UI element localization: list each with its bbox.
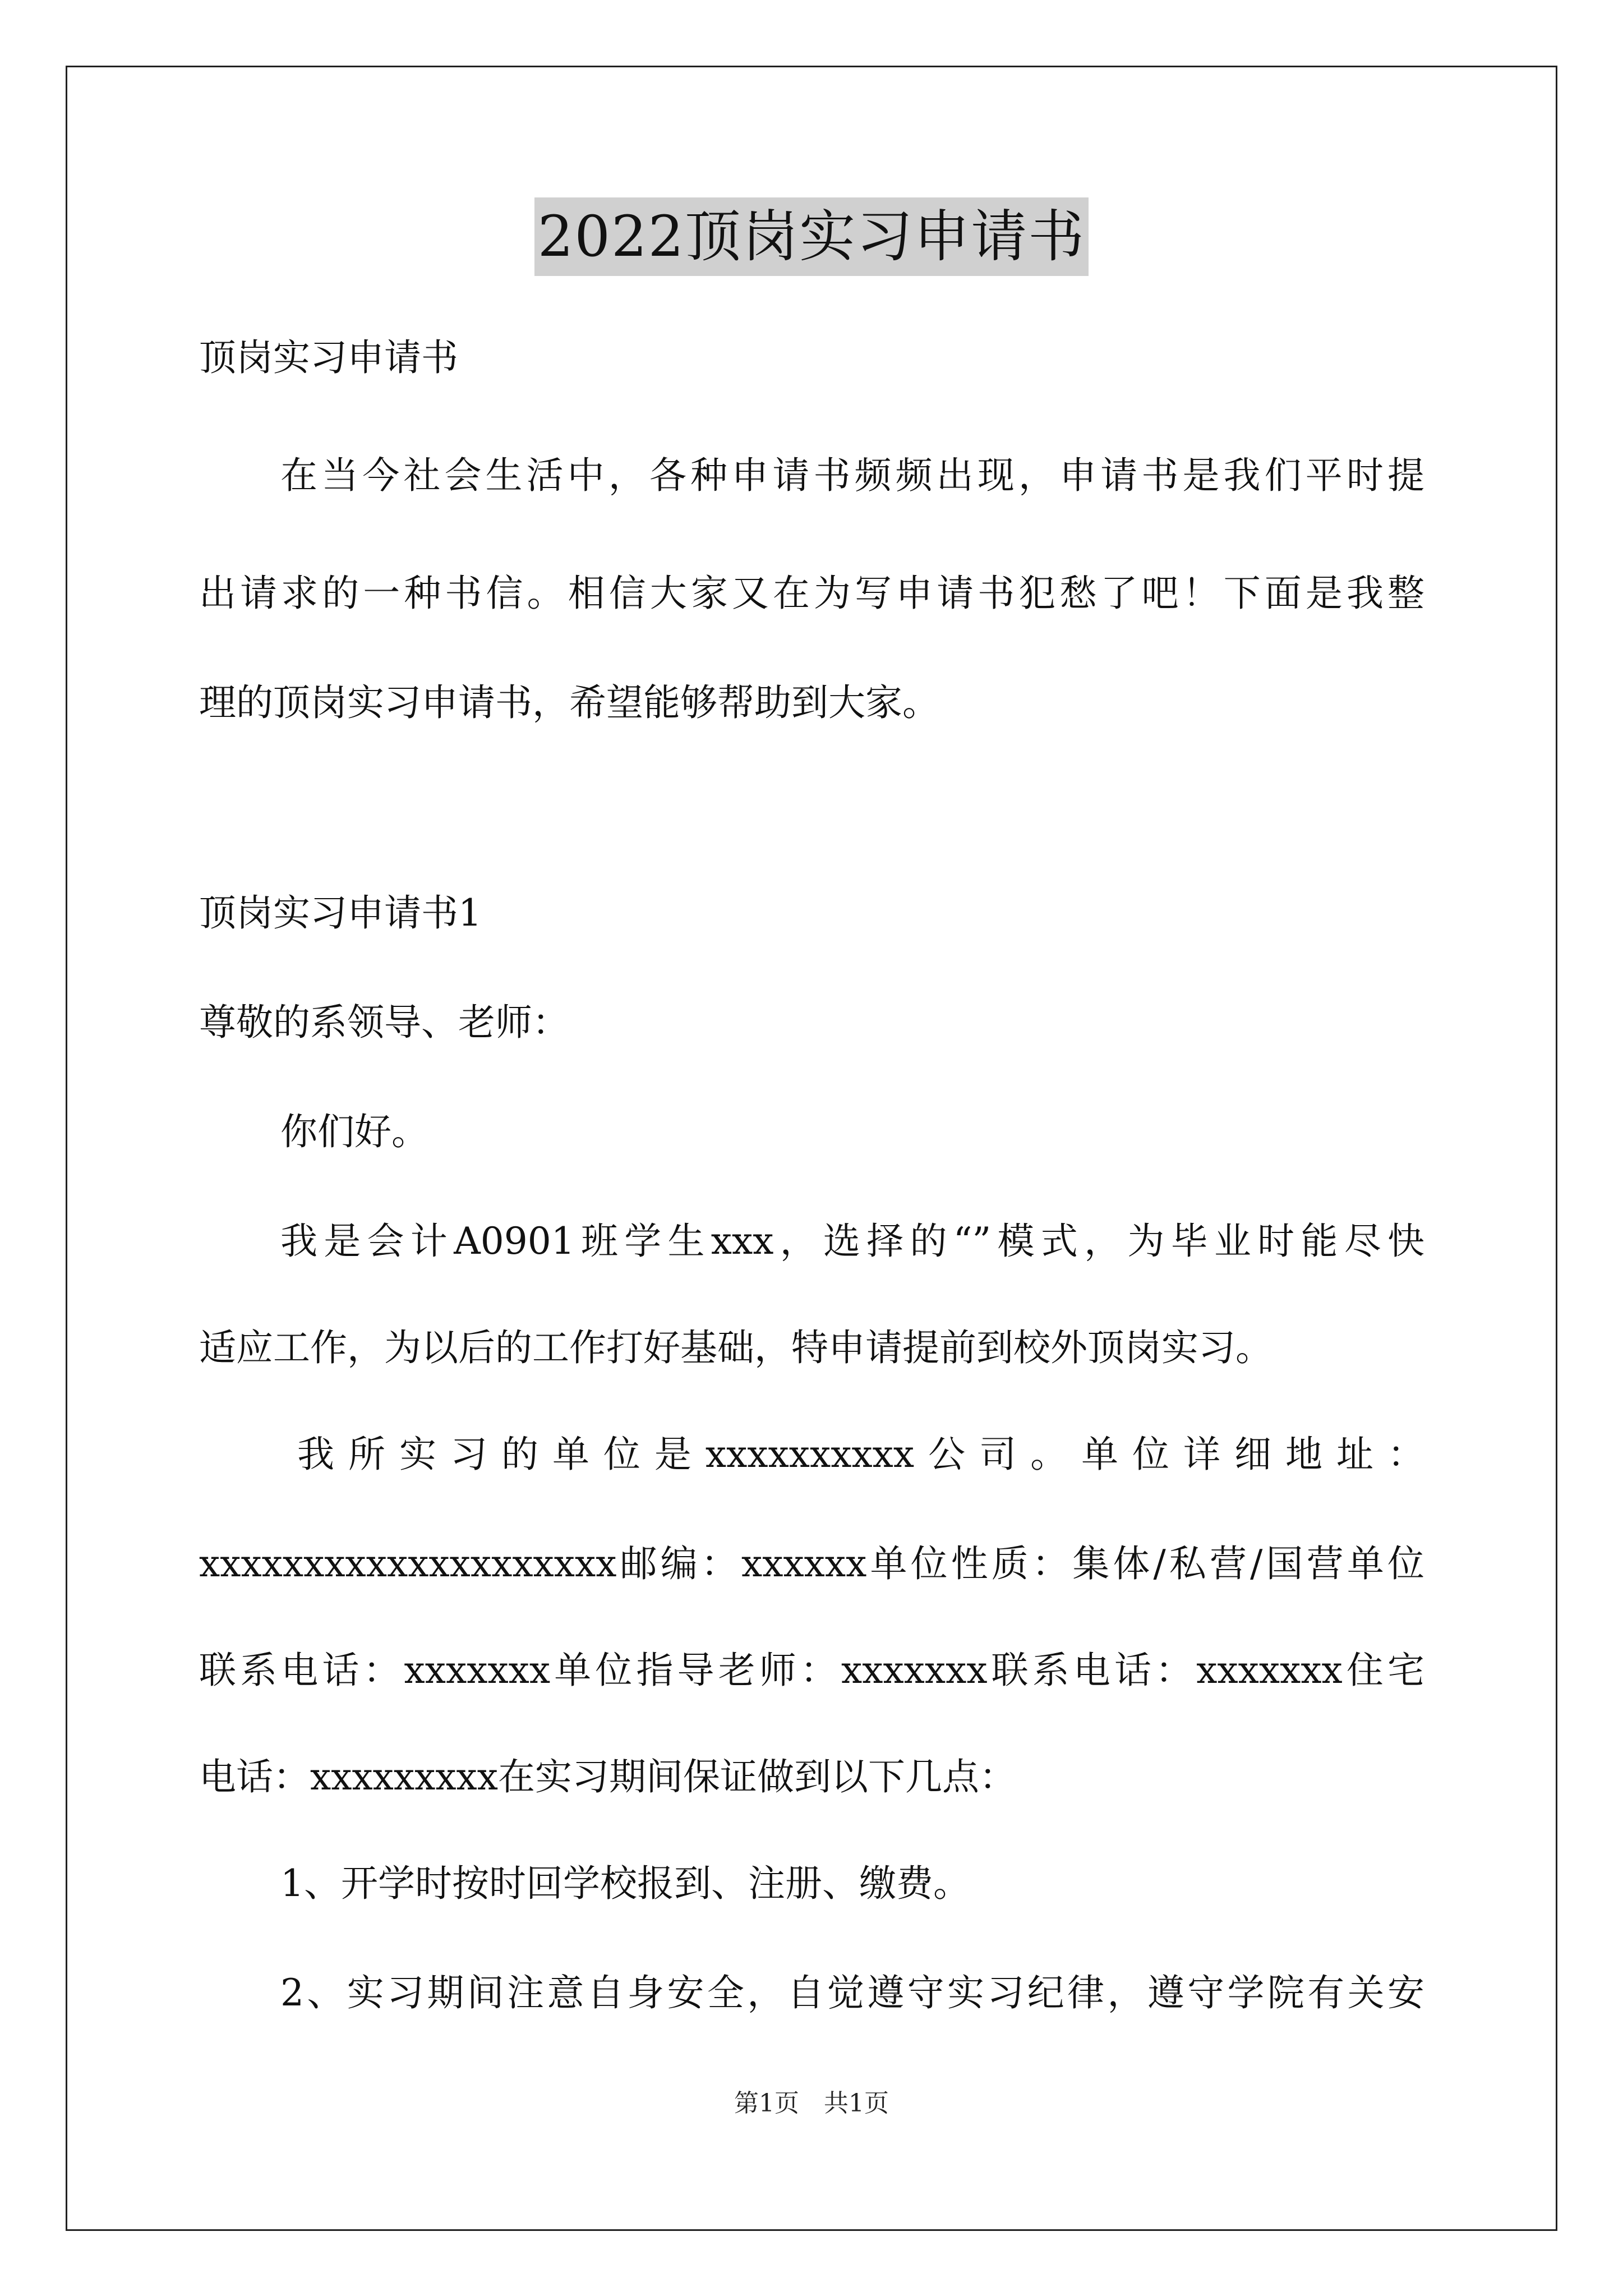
paragraph-line: 我所实习的单位是xxxxxxxxxx公司。单位详细地址： (297, 1433, 1424, 1476)
paragraph-line: 理的顶岗实习申请书，希望能够帮助到大家。 (199, 681, 939, 724)
document-title: 2022顶岗实习申请书 (534, 197, 1089, 276)
section-heading: 顶岗实习申请书 (199, 336, 458, 379)
list-item: 2、实习期间注意自身安全，自觉遵守实习纪律，遵守学院有关安 (280, 1971, 1424, 2014)
paragraph-line: 在当今社会生活中，各种申请书频频出现，申请书是我们平时提 (280, 454, 1424, 497)
paragraph-line: 适应工作，为以后的工作打好基础，特申请提前到校外顶岗实习。 (199, 1326, 1272, 1369)
page-footer: 第1页 共1页 (734, 2089, 889, 2118)
title-container (0, 197, 1623, 276)
list-item: 1、开学时按时回学校报到、注册、缴费。 (280, 1862, 970, 1905)
paragraph-line: xxxxxxxxxxxxxxxxxxxx邮编：xxxxxx单位性质：集体/私营/国营单位 (199, 1542, 1424, 1585)
paragraph-line: 联系电话：xxxxxxx单位指导老师：xxxxxxx联系电话：xxxxxxx住宅 (199, 1649, 1424, 1692)
salutation: 尊敬的系领导、老师： (199, 1001, 569, 1044)
paragraph-line: 我是会计A0901班学生xxx，选择的“”模式，为毕业时能尽快 (280, 1220, 1424, 1263)
paragraph-line: 电话：xxxxxxxxx在实习期间保证做到以下几点： (199, 1755, 1016, 1798)
section-heading: 顶岗实习申请书1 (199, 891, 482, 935)
paragraph-line: 出请求的一种书信。相信大家又在为写申请书犯愁了吧！下面是我整 (199, 572, 1424, 615)
greeting: 你们好。 (280, 1110, 428, 1153)
